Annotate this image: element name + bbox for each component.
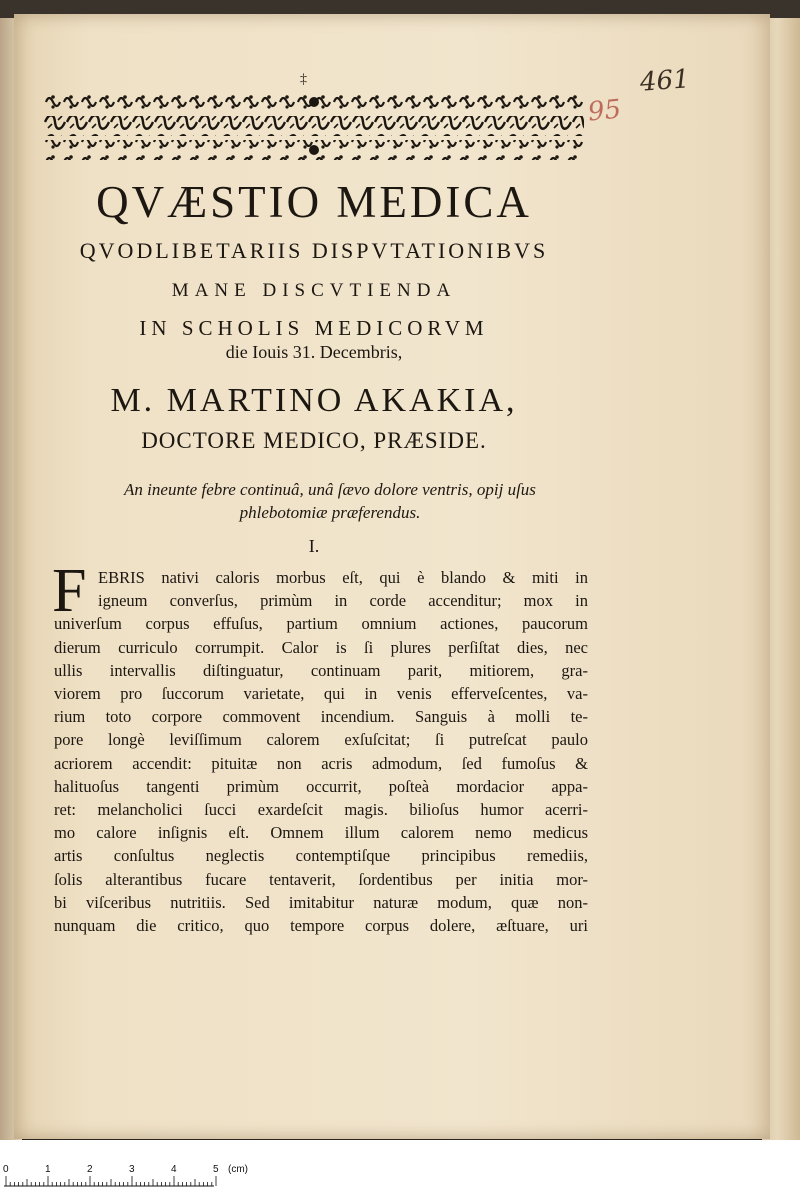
body-line: igneum converſus, primùm in corde accenditur; mox in bbox=[98, 591, 588, 611]
body-line: bi viſceribus nutritiis. Sed imitabitur naturæ modum, quæ non- bbox=[54, 892, 588, 912]
body-line: pore longè leviſſimum calorem exſuſcitat; ſi putreſcat paulo bbox=[54, 730, 588, 750]
question-line: An ineunte febre continuâ, unâ ſævo dolore ventris, opij uſus bbox=[124, 480, 536, 499]
ruler-unit: (cm) bbox=[228, 1164, 248, 1175]
body-line: mo calore inſignis eſt. Omnem illum calorem nemo medicus bbox=[54, 823, 588, 843]
body-line: rium toto corpore commovent incendium. Sanguis à molli te- bbox=[54, 707, 588, 727]
body-line: ullis intervallis diſtinguatur, continuam parit, mitiorem, gra- bbox=[54, 660, 588, 680]
scale-ruler bbox=[0, 1160, 248, 1194]
section-number: I. bbox=[308, 536, 320, 556]
ruler-label: 1 bbox=[45, 1164, 51, 1175]
subtitle-discutienda: MANE DISCVTIENDA bbox=[171, 280, 457, 301]
body-line: viorem pro ſuccorum varietate, qui in venis efferveſcentes, va- bbox=[54, 684, 588, 704]
folio-number: 461 bbox=[639, 64, 691, 98]
body-line: artis conſultus neglectis contemptiſque principibus remediis, bbox=[54, 846, 588, 866]
ruler-label: 4 bbox=[171, 1164, 177, 1175]
praeses-role: DOCTORE MEDICO, PRÆSIDE. bbox=[141, 428, 487, 453]
date-line: die Iouis 31. Decembris, bbox=[225, 342, 403, 362]
drop-cap: F bbox=[52, 557, 87, 625]
ruler-label: 2 bbox=[87, 1164, 93, 1175]
body-line: ſolis alterantibus fucare tentaverit, ſordentibus per initia mor- bbox=[54, 869, 588, 889]
ruler-label: 5 bbox=[213, 1164, 219, 1175]
subtitle-disputationibus: QVODLIBETARIIS DISPVTATIONIBVS bbox=[79, 238, 549, 263]
question-line: phlebotomiæ præferendus. bbox=[239, 503, 421, 522]
body-line: nunquam die critico, quo tempore corpus dolere, æſtuare, uri bbox=[54, 916, 588, 936]
question-statement bbox=[60, 478, 600, 524]
body-text bbox=[54, 566, 588, 937]
folio-number-red: 95 bbox=[586, 94, 623, 128]
body-line: univerſum corpus effuſus, partium omnium actiones, paucorum bbox=[54, 614, 588, 634]
body-line: halituoſus tangenti primùm occurrit, poſteà mordacior appa- bbox=[54, 776, 588, 796]
ruler-label: 3 bbox=[129, 1164, 135, 1175]
ruler-label: 0 bbox=[3, 1164, 9, 1175]
body-line: EBRIS nativi caloris morbus eſt, qui è blando & miti in bbox=[98, 568, 588, 587]
decorative-headpiece bbox=[44, 92, 584, 160]
body-line: ret: melancholici ſucci exardeſcit magis. bilioſus humor acerri- bbox=[54, 800, 588, 820]
praeses-name: M. MARTINO AKAKIA, bbox=[110, 382, 518, 419]
body-line: dierum curriculo corrumpit. Calor is ſi plures perſiſtat dies, nec bbox=[54, 637, 588, 657]
body-line: acriorem accendit: pituitæ non acris admodum, ſed fumoſus & bbox=[54, 753, 588, 773]
page-title: QVÆSTIO MEDICA bbox=[96, 177, 532, 227]
signature-mark: ‡ bbox=[300, 72, 307, 87]
subtitle-scholis: IN SCHOLIS MEDICORVM bbox=[139, 316, 489, 340]
